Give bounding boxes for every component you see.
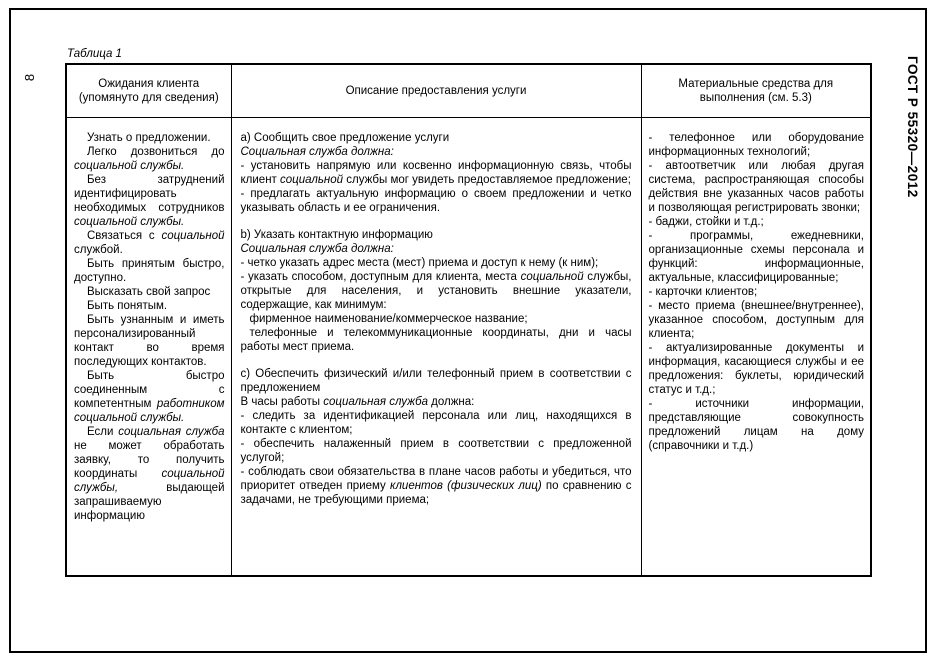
text-run: Узнать о предложении. — [87, 132, 211, 144]
column-header-material-means: Материальные средства для выполнения (см. 5.3) — [641, 64, 871, 118]
text-run: - баджи, стойки и т.д.; — [648, 216, 764, 229]
text-run: социальной службы. — [74, 160, 185, 173]
column-header-client-expectations: Ожидания клиента (упомянуто для сведения) — [66, 64, 231, 118]
paragraph — [74, 313, 225, 369]
standard-code: ГОСТ Р 55320—2012 — [905, 56, 920, 198]
text-run: социальная служба — [118, 426, 225, 439]
paragraph — [649, 159, 865, 215]
paragraph — [241, 131, 632, 145]
text-run: - карточки клиентов; — [648, 286, 758, 299]
paragraph — [241, 145, 632, 159]
text-run: телефонные и телекоммуникационные координаты, дни и часы работы мест приема. — [240, 327, 632, 354]
text-run: службы мог увидеть предоставляемое предложение; — [343, 174, 631, 187]
paragraph — [74, 145, 225, 173]
paragraph — [649, 285, 865, 299]
text-run: Быть понятым. — [87, 300, 168, 313]
table-label: Таблица 1 — [67, 48, 122, 60]
paragraph — [649, 229, 865, 285]
paragraph — [241, 256, 632, 270]
paragraph — [241, 367, 632, 395]
text-run: - место приема (внешнее/внутреннее), указанное способом, доступным для клиента; — [648, 300, 864, 341]
text-run: Социальная служба должна: — [240, 146, 394, 159]
text-run: Без затруднений идентифицировать необходимых сотрудников — [74, 174, 225, 215]
text-run: не может обработать заявку, то получить координаты — [74, 440, 225, 481]
text-run: Быть принятым быстро, доступно. — [74, 258, 225, 285]
paragraph — [241, 159, 632, 187]
paragraph — [74, 257, 225, 285]
paragraph — [74, 229, 225, 257]
text-run: - четко указать адрес места (мест) приема и доступ к нему (к ним); — [240, 257, 599, 270]
paragraph — [241, 326, 632, 354]
text-run: работником социальной службы. — [74, 398, 225, 425]
text-run: Социальная служба должна: — [240, 243, 394, 256]
service-requirements-table — [65, 63, 872, 577]
text-run: - телефонное или оборудование информационных технологий; — [648, 132, 864, 159]
paragraph — [649, 215, 865, 229]
paragraph-spacer — [241, 215, 632, 228]
cell-material-means — [641, 118, 871, 577]
text-run: - обеспечить налаженный прием в соответствии с предложенной услугой; — [240, 438, 632, 465]
text-run: b) Указать контактную информацию — [240, 229, 433, 242]
text-run: социальной — [520, 271, 584, 284]
text-run: - соблюдать свои обязательства в плане часов работы и убедиться, что приоритет отведен приему — [240, 466, 632, 493]
paragraph — [74, 369, 225, 425]
text-run: клиентов (физических лиц) — [390, 480, 542, 493]
paragraph — [649, 341, 865, 397]
text-run: - актуализированные документы и информация, касающиеся службы и ее предложения: буклеты, юридический статус и т.д.; — [648, 342, 864, 397]
paragraph — [241, 395, 632, 409]
paragraph — [241, 270, 632, 312]
text-run: Связаться с — [87, 230, 162, 243]
table-row — [66, 118, 871, 577]
paragraph — [74, 131, 225, 145]
table-header-row — [66, 64, 871, 118]
text-run: - предлагать актуальную информацию о своем предложении и четко указывать область и ее ограничения. — [240, 188, 632, 215]
paragraph — [241, 228, 632, 242]
paragraph — [241, 409, 632, 437]
cell-client-expectations — [66, 118, 231, 577]
text-run: - установить напрямую или косвенно информационную связь, чтобы клиент — [240, 160, 632, 187]
page-number: 8 — [22, 73, 38, 82]
text-run: - автоответчик или любая другая система, распространяющая способы действия вне указанных часов работы и позволяющая регистрировать звонки; — [648, 160, 864, 215]
text-run: - следить за идентификацией персонала или лиц, находящихся в контакте с клиентом; — [240, 410, 632, 437]
text-run: социальной — [280, 174, 344, 187]
paragraph — [649, 397, 865, 453]
text-run: a) Сообщить свое предложение услуги — [240, 132, 450, 144]
text-run: выдающей запрашиваемую информацию — [74, 482, 225, 523]
paragraph — [74, 285, 225, 299]
text-run: c) Обеспечить физический и/или телефонный прием в соответствии с предложением — [240, 368, 632, 395]
text-run: - источники информации, представляющие совокупность предложений лицам на дому (справочники и т.д.) — [648, 398, 864, 453]
paragraph — [241, 312, 632, 326]
text-run: социальная служба — [323, 396, 428, 409]
cell-service-description — [231, 118, 641, 577]
paragraph — [241, 187, 632, 215]
table-body — [66, 118, 871, 577]
text-run: по сравнению с задачами, не требующими приема; — [240, 480, 632, 507]
text-run: службы, открытые для населения, и установить внешние указатели, содержащие, как минимум: — [240, 271, 632, 312]
paragraph — [241, 465, 632, 507]
text-run: социальной службы. — [74, 216, 185, 229]
paragraph — [74, 173, 225, 229]
paragraph — [74, 425, 225, 523]
paragraph — [649, 299, 865, 341]
text-run: службой. — [74, 244, 123, 257]
text-run: В часы работы — [240, 396, 324, 409]
text-run: Быть быстро соединенным с компетентным — [74, 370, 225, 411]
paragraph — [74, 299, 225, 313]
paragraph — [649, 131, 865, 159]
text-run: должна: — [427, 396, 475, 409]
text-run: Легко дозвониться до — [87, 146, 225, 159]
text-run: - указать способом, доступным для клиента, места — [240, 271, 521, 284]
text-run: - программы, ежедневники, организационные схемы персонала и функций: информационные, актуальные, классифицированные; — [648, 230, 864, 285]
text-run: Быть узнанным и иметь персонализированный контакт во время последующих контактов. — [74, 314, 225, 369]
page-content — [65, 48, 872, 577]
paragraph — [241, 437, 632, 465]
text-run: Если — [87, 426, 119, 439]
text-run: социальной — [161, 230, 225, 243]
text-run: Высказать свой запрос — [87, 286, 211, 299]
paragraph — [241, 242, 632, 256]
text-run: социальной службы, — [74, 468, 225, 495]
paragraph-spacer — [241, 354, 632, 367]
text-run: фирменное наименование/коммерческое название; — [249, 313, 528, 326]
column-header-service-description: Описание предоставления услуги — [231, 64, 641, 118]
